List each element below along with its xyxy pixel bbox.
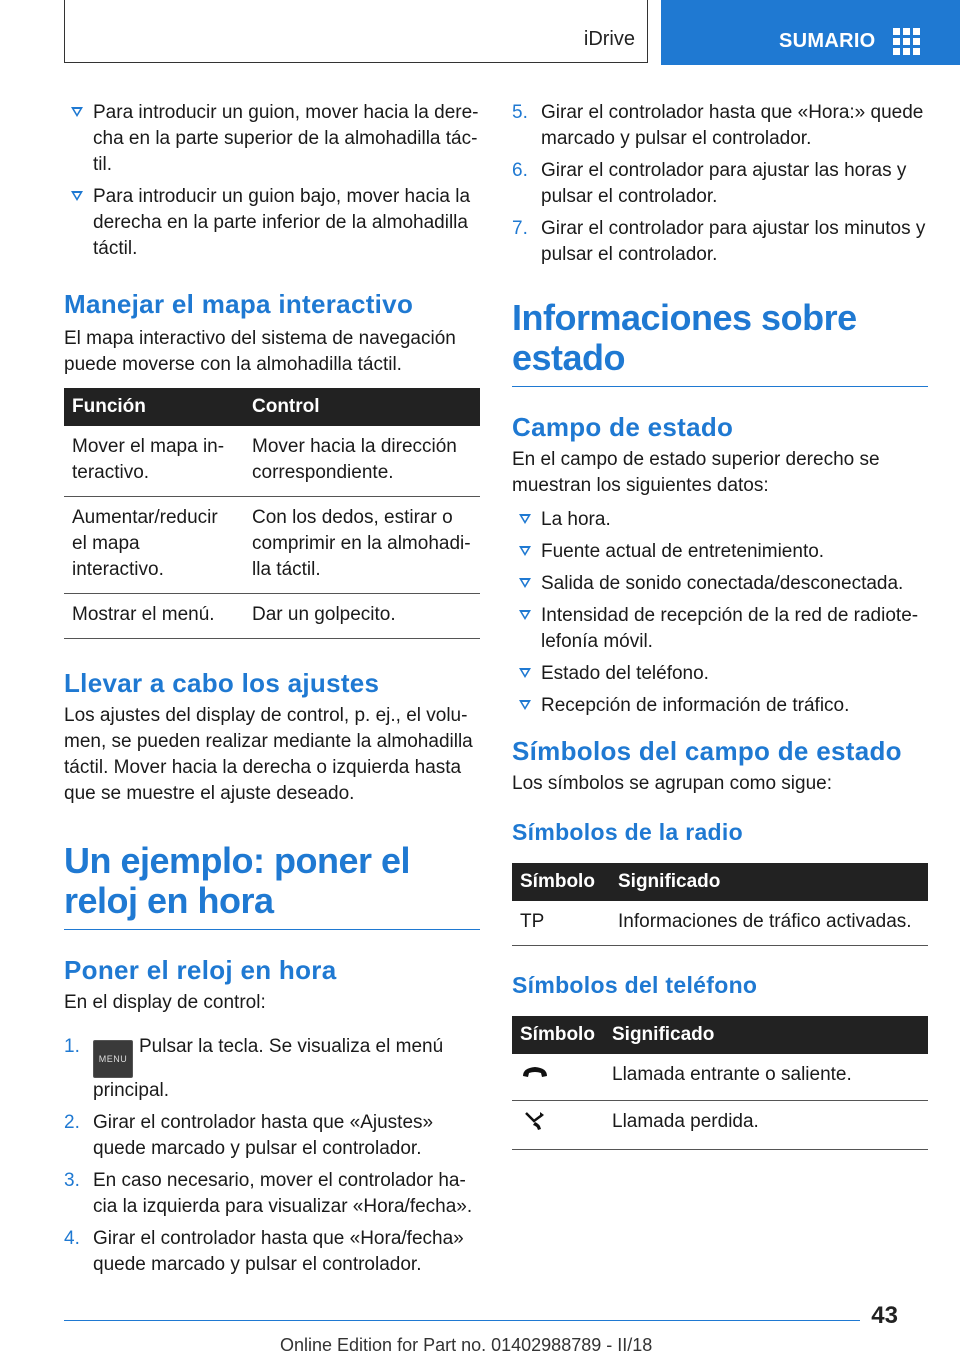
table-row xyxy=(64,594,480,639)
footer-rule xyxy=(64,1320,860,1321)
table-cell xyxy=(512,1101,604,1150)
triangle-bullet-icon xyxy=(519,514,531,524)
sumario-button[interactable] xyxy=(661,0,960,65)
table-cell: Mostrar el menú. xyxy=(64,594,244,639)
phone-call-icon xyxy=(520,1062,550,1082)
radio-table xyxy=(512,863,928,946)
step-item: 7. Girar el controlador para ajustar los minutos y pulsar el controlador. xyxy=(512,218,926,265)
list-item: Para introducir un guion bajo, mover hacia la derecha en la parte inferior de la almohadilla táctil. xyxy=(64,184,480,262)
table-cell: Aumentar/reducir el mapa interactivo. xyxy=(64,497,244,594)
triangle-bullet-icon xyxy=(519,578,531,588)
map-heading: Manejar el mapa interactivo xyxy=(64,289,414,319)
table-cell: Informaciones de tráfico activadas. xyxy=(610,901,928,946)
table-cell: Mover el mapa interactivo. xyxy=(64,426,244,497)
table-header: Significado xyxy=(610,863,928,901)
table-row xyxy=(64,426,480,497)
left-column xyxy=(64,100,480,1284)
table-cell xyxy=(512,1054,604,1101)
symbols-text: Los símbolos se agrupan como sigue: xyxy=(512,773,833,794)
step-item: 6. Girar el controlador para ajustar las horas y pulsar el controlador. xyxy=(512,160,907,207)
triangle-bullet-icon xyxy=(519,668,531,678)
step-item: 4. Girar el controlador hasta que «Hora/fecha» quede marcado y pulsar el controlador. xyxy=(64,1228,464,1275)
footer-edition: Online Edition for Part no. 01402988789 - II/18 xyxy=(280,1335,653,1355)
settings-heading: Llevar a cabo los ajustes xyxy=(64,668,380,698)
table-cell: Con los dedos, estirar o comprimir en la almohadilla táctil. xyxy=(244,497,480,594)
triangle-bullet-icon xyxy=(519,700,531,710)
heading-rule xyxy=(64,929,480,930)
table-cell: Mover hacia la dirección correspondiente. xyxy=(244,426,480,497)
list-item: Recepción de información de tráfico. xyxy=(512,693,928,719)
field-heading: Campo de estado xyxy=(512,412,734,442)
table-row xyxy=(512,1054,928,1101)
phone-heading: Símbolos del teléfono xyxy=(512,972,758,998)
table-row xyxy=(512,1101,928,1150)
list-item: Estado del teléfono. xyxy=(512,661,928,687)
table-header: Símbolo xyxy=(512,1016,604,1054)
sumario-label: SUMARIO xyxy=(779,30,876,52)
table-row xyxy=(512,901,928,946)
step-item: 2. Girar el controlador hasta que «Ajustes» quede marcado y pulsar el controlador. xyxy=(64,1112,434,1159)
clock-intro: En el display de control: xyxy=(64,992,266,1013)
table-header: Símbolo xyxy=(512,863,610,901)
list-item: Fuente actual de entretenimiento. xyxy=(512,539,928,565)
settings-text: Los ajustes del display de control, p. ej., el volumen, se pueden realizar mediante la almohadilla táctil. Mover hacia la derecha o izquierda hasta que se muestre el ajuste deseado. xyxy=(64,705,473,804)
table-cell: Dar un golpecito. xyxy=(244,594,480,639)
list-item: Para introducir un guion, mover hacia la derecha en la parte superior de la almohadilla táctil. xyxy=(64,100,480,178)
table-header: Significado xyxy=(604,1016,928,1054)
symbols-heading: Símbolos del campo de estado xyxy=(512,736,902,766)
list-item: Intensidad de recepción de la red de radiotelefonía móvil. xyxy=(512,603,928,655)
triangle-bullet-icon xyxy=(71,107,83,117)
triangle-bullet-icon xyxy=(519,546,531,556)
menu-button-icon: MENU xyxy=(93,1040,133,1078)
triangle-bullet-icon xyxy=(71,191,83,201)
map-text: El mapa interactivo del sistema de navegación puede moverse con la almohadilla táctil. xyxy=(64,328,456,375)
example-heading: Un ejemplo: poner el reloj en hora xyxy=(64,840,411,921)
table-header: Función xyxy=(64,388,244,426)
status-heading: Informaciones sobre estado xyxy=(512,297,857,378)
radio-heading: Símbolos de la radio xyxy=(512,819,743,845)
step-item: 1. MENUPulsar la tecla. Se visualiza el menú principal. xyxy=(64,1036,444,1101)
grid-icon xyxy=(893,28,921,56)
step-item: 3. En caso necesario, mover el controlador hacia la izquierda para visualizar «Hora/fecha». xyxy=(64,1170,473,1217)
field-text: En el campo de estado superior derecho se muestran los siguientes datos: xyxy=(512,449,880,496)
list-item: La hora. xyxy=(512,507,928,533)
list-item: Salida de sonido conectada/desconectada. xyxy=(512,571,928,597)
table-cell: Llamada perdida. xyxy=(604,1101,928,1150)
header-section-box xyxy=(64,0,648,63)
right-column xyxy=(512,100,928,1150)
triangle-bullet-icon xyxy=(519,610,531,620)
page-number: 43 xyxy=(871,1302,898,1329)
table-cell: Llamada entrante o saliente. xyxy=(604,1054,928,1101)
clock-heading: Poner el reloj en hora xyxy=(64,955,337,985)
table-header: Control xyxy=(244,388,480,426)
table-cell: TP xyxy=(512,901,610,946)
section-title: iDrive xyxy=(583,28,635,50)
missed-call-icon xyxy=(520,1109,550,1131)
map-table xyxy=(64,388,480,639)
step-item: 5. Girar el controlador hasta que «Hora:» quede marcado y pulsar el controlador. xyxy=(512,102,924,149)
phone-table xyxy=(512,1016,928,1150)
table-row xyxy=(64,497,480,594)
heading-rule xyxy=(512,386,928,387)
